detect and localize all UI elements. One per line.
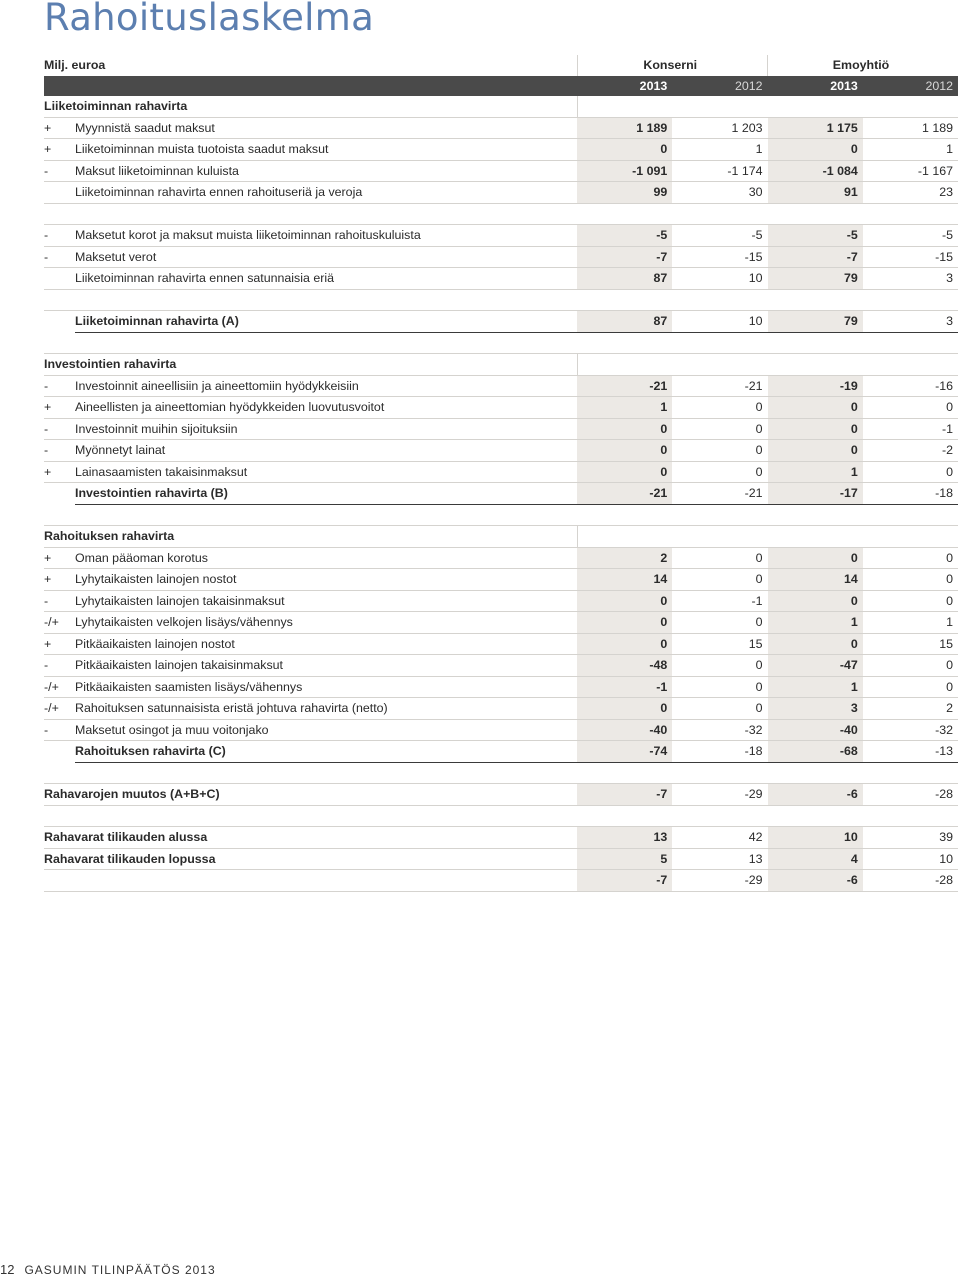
spacer-cell	[44, 289, 75, 311]
line-item-row	[44, 633, 958, 655]
line-item-row	[44, 225, 958, 247]
line-item-row	[44, 182, 958, 204]
value-cell: 1	[863, 139, 958, 161]
value-cell: 14	[577, 569, 672, 591]
row-label: Pitkäaikaisten saamisten lisäys/vähennys	[75, 676, 577, 698]
spacer-cell	[863, 762, 958, 784]
empty-cell	[863, 354, 958, 376]
spacer-cell	[44, 504, 75, 526]
value-cell: 13	[577, 827, 672, 849]
subtotal-row	[44, 741, 958, 763]
sign-cell: +	[44, 397, 75, 419]
sign-cell: -	[44, 418, 75, 440]
sign-cell: -/+	[44, 698, 75, 720]
header-years-row	[44, 76, 958, 97]
spacer-cell	[75, 289, 577, 311]
value-cell: 0	[672, 440, 767, 462]
value-cell: -15	[672, 246, 767, 268]
row-label: Investointien rahavirta (B)	[75, 483, 577, 505]
value-cell: 1 189	[863, 117, 958, 139]
spacer-cell	[768, 203, 863, 225]
spacer-cell	[75, 332, 577, 354]
summary-row	[44, 827, 958, 849]
year-konserni-2013: 2013	[577, 76, 672, 97]
section-title: Investointien rahavirta	[44, 354, 577, 376]
value-cell: 87	[577, 268, 672, 290]
value-cell: -40	[768, 719, 863, 741]
sign-cell: +	[44, 547, 75, 569]
spacer-cell	[863, 289, 958, 311]
spacer-cell	[75, 805, 577, 827]
cash-flow-table	[44, 55, 958, 892]
sign-cell: -	[44, 590, 75, 612]
value-cell: 10	[672, 311, 767, 333]
value-cell: -19	[768, 375, 863, 397]
sign-cell: -	[44, 246, 75, 268]
value-cell: 0	[577, 440, 672, 462]
value-cell: -29	[672, 870, 767, 892]
line-item-row	[44, 870, 958, 892]
value-cell: -21	[577, 375, 672, 397]
value-cell: -7	[768, 246, 863, 268]
spacer-cell	[44, 332, 75, 354]
spacer-row	[44, 332, 958, 354]
value-cell: 1	[672, 139, 767, 161]
sign-cell: -	[44, 440, 75, 462]
sign-cell: +	[44, 117, 75, 139]
value-cell: -1 174	[672, 160, 767, 182]
spacer-cell	[577, 762, 672, 784]
row-label: Lyhytaikaisten velkojen lisäys/vähennys	[75, 612, 577, 634]
empty-cell	[863, 96, 958, 117]
sign-cell	[44, 268, 75, 290]
value-cell: 0	[672, 612, 767, 634]
row-label: Lainasaamisten takaisinmaksut	[75, 461, 577, 483]
line-item-row	[44, 160, 958, 182]
cash-flow-statement	[44, 55, 958, 892]
row-label: Rahoituksen satunnaisista eristä johtuva rahavirta (netto)	[75, 698, 577, 720]
row-label: Rahoituksen rahavirta (C)	[75, 741, 577, 763]
sign-cell: -/+	[44, 676, 75, 698]
value-cell: -1 084	[768, 160, 863, 182]
spacer-cell	[672, 504, 767, 526]
unit-label: Milj. euroa	[44, 58, 106, 72]
value-cell: 91	[768, 182, 863, 204]
value-cell: -32	[672, 719, 767, 741]
value-cell: 1	[768, 676, 863, 698]
publication-title: GASUMIN TILINPÄÄTÖS 2013	[24, 1263, 216, 1277]
empty-cell	[672, 96, 767, 117]
value-cell: -16	[863, 375, 958, 397]
row-label: Maksetut korot ja maksut muista liiketoiminnan rahoituskuluista	[75, 225, 577, 247]
line-item-row	[44, 569, 958, 591]
value-cell: -32	[863, 719, 958, 741]
row-label: Myönnetyt lainat	[75, 440, 577, 462]
value-cell: 0	[672, 461, 767, 483]
spacer-cell	[577, 203, 672, 225]
spacer-cell	[672, 203, 767, 225]
value-cell: -18	[863, 483, 958, 505]
line-item-row	[44, 139, 958, 161]
value-cell: -74	[577, 741, 672, 763]
value-cell: 0	[863, 397, 958, 419]
sign-cell	[44, 483, 75, 505]
spacer-row	[44, 762, 958, 784]
value-cell: 0	[768, 633, 863, 655]
value-cell: 0	[863, 655, 958, 677]
spacer-cell	[863, 332, 958, 354]
value-cell: -7	[577, 870, 672, 892]
value-cell: 4	[768, 848, 863, 870]
subtotal-row	[44, 311, 958, 333]
value-cell: -7	[577, 784, 672, 806]
value-cell: 0	[672, 676, 767, 698]
group-emoyhtio: Emoyhtiö	[768, 55, 959, 76]
value-cell: 0	[577, 612, 672, 634]
line-item-row	[44, 440, 958, 462]
value-cell: -21	[577, 483, 672, 505]
value-cell: 0	[577, 418, 672, 440]
value-cell: 0	[863, 590, 958, 612]
empty-cell	[577, 526, 672, 548]
spacer-cell	[768, 332, 863, 354]
value-cell: 0	[672, 655, 767, 677]
spacer-cell	[577, 289, 672, 311]
value-cell: 2	[863, 698, 958, 720]
value-cell: 1	[863, 612, 958, 634]
value-cell: 0	[768, 139, 863, 161]
value-cell: -5	[577, 225, 672, 247]
row-label: Rahavarojen muutos (A+B+C)	[44, 784, 577, 806]
row-label: Pitkäaikaisten lainojen nostot	[75, 633, 577, 655]
row-label: Liiketoiminnan rahavirta ennen satunnaisia eriä	[75, 268, 577, 290]
sign-cell: +	[44, 461, 75, 483]
row-label: Investoinnit aineellisiin ja aineettomiin hyödykkeisiin	[75, 375, 577, 397]
page-number: 12	[0, 1262, 15, 1277]
section-header-row	[44, 96, 958, 117]
row-label: Lyhytaikaisten lainojen takaisinmaksut	[75, 590, 577, 612]
empty-cell	[577, 354, 672, 376]
value-cell: 10	[863, 848, 958, 870]
summary-row	[44, 848, 958, 870]
row-label: Rahavarat tilikauden lopussa	[44, 848, 577, 870]
sign-cell: -	[44, 160, 75, 182]
row-label: Myynnistä saadut maksut	[75, 117, 577, 139]
spacer-cell	[44, 805, 75, 827]
sign-cell: +	[44, 139, 75, 161]
value-cell: -18	[672, 741, 767, 763]
spacer-cell	[577, 504, 672, 526]
empty-cell	[768, 354, 863, 376]
value-cell: -68	[768, 741, 863, 763]
row-label: Maksut liiketoiminnan kuluista	[75, 160, 577, 182]
value-cell: -1	[863, 418, 958, 440]
empty-cell	[863, 526, 958, 548]
row-label: Liiketoiminnan rahavirta ennen rahoituseriä ja veroja	[75, 182, 577, 204]
line-item-row	[44, 719, 958, 741]
years-row-spacer	[44, 76, 577, 97]
sign-cell	[44, 870, 75, 892]
value-cell: -28	[863, 870, 958, 892]
value-cell: 1 189	[577, 117, 672, 139]
year-konserni-2012: 2012	[672, 76, 767, 97]
value-cell: 0	[768, 418, 863, 440]
spacer-row	[44, 805, 958, 827]
value-cell: 1 203	[672, 117, 767, 139]
value-cell: 15	[863, 633, 958, 655]
value-cell: -40	[577, 719, 672, 741]
value-cell: 0	[672, 397, 767, 419]
spacer-cell	[577, 332, 672, 354]
section-title: Rahoituksen rahavirta	[44, 526, 577, 548]
spacer-cell	[672, 332, 767, 354]
value-cell: 1 175	[768, 117, 863, 139]
value-cell: 0	[863, 569, 958, 591]
value-cell: -21	[672, 375, 767, 397]
spacer-row	[44, 289, 958, 311]
value-cell: -2	[863, 440, 958, 462]
row-label: Investoinnit muihin sijoituksiin	[75, 418, 577, 440]
sign-cell: -	[44, 719, 75, 741]
value-cell: 13	[672, 848, 767, 870]
value-cell: -1 091	[577, 160, 672, 182]
spacer-cell	[75, 762, 577, 784]
value-cell: -29	[672, 784, 767, 806]
row-label: Aineellisten ja aineettomian hyödykkeiden luovutusvoitot	[75, 397, 577, 419]
value-cell: 0	[577, 461, 672, 483]
page-title: Rahoituslaskelma	[44, 0, 375, 39]
value-cell: -5	[768, 225, 863, 247]
value-cell: 0	[672, 418, 767, 440]
sign-cell: -	[44, 225, 75, 247]
value-cell: -1	[577, 676, 672, 698]
line-item-row	[44, 698, 958, 720]
line-item-row	[44, 655, 958, 677]
value-cell: -21	[672, 483, 767, 505]
value-cell: 0	[672, 547, 767, 569]
row-label: Oman pääoman korotus	[75, 547, 577, 569]
row-label: Maksetut osingot ja muu voitonjako	[75, 719, 577, 741]
value-cell: 99	[577, 182, 672, 204]
spacer-cell	[863, 203, 958, 225]
value-cell: -13	[863, 741, 958, 763]
spacer-cell	[577, 805, 672, 827]
sign-cell: -	[44, 655, 75, 677]
spacer-cell	[672, 805, 767, 827]
line-item-row	[44, 590, 958, 612]
section-header-row	[44, 354, 958, 376]
value-cell: -28	[863, 784, 958, 806]
spacer-cell	[75, 203, 577, 225]
row-label: Pitkäaikaisten lainojen takaisinmaksut	[75, 655, 577, 677]
value-cell: 5	[577, 848, 672, 870]
value-cell: 0	[768, 440, 863, 462]
spacer-row	[44, 504, 958, 526]
year-emoyhtio-2013: 2013	[768, 76, 863, 97]
row-label: Liiketoiminnan rahavirta (A)	[75, 311, 577, 333]
spacer-cell	[768, 504, 863, 526]
subtotal-row	[44, 483, 958, 505]
value-cell: 0	[577, 139, 672, 161]
section-header-row	[44, 526, 958, 548]
line-item-row	[44, 547, 958, 569]
summary-row	[44, 784, 958, 806]
empty-cell	[768, 96, 863, 117]
value-cell: 79	[768, 268, 863, 290]
spacer-cell	[672, 762, 767, 784]
year-emoyhtio-2012: 2012	[863, 76, 958, 97]
value-cell: 0	[768, 397, 863, 419]
row-label: Liiketoiminnan muista tuotoista saadut maksut	[75, 139, 577, 161]
value-cell: 0	[768, 590, 863, 612]
value-cell: 3	[768, 698, 863, 720]
spacer-row	[44, 203, 958, 225]
spacer-cell	[768, 805, 863, 827]
value-cell: -6	[768, 870, 863, 892]
line-item-row	[44, 418, 958, 440]
line-item-row	[44, 676, 958, 698]
value-cell: -1 167	[863, 160, 958, 182]
value-cell: -17	[768, 483, 863, 505]
spacer-cell	[75, 504, 577, 526]
value-cell: -15	[863, 246, 958, 268]
empty-cell	[672, 526, 767, 548]
value-cell: 1	[768, 612, 863, 634]
empty-cell	[768, 526, 863, 548]
value-cell: 1	[577, 397, 672, 419]
spacer-cell	[768, 762, 863, 784]
empty-cell	[577, 96, 672, 117]
spacer-cell	[44, 762, 75, 784]
sign-cell: -	[44, 375, 75, 397]
value-cell: 10	[768, 827, 863, 849]
sign-cell: -/+	[44, 612, 75, 634]
value-cell: -5	[863, 225, 958, 247]
value-cell: 23	[863, 182, 958, 204]
sign-cell: +	[44, 569, 75, 591]
value-cell: 79	[768, 311, 863, 333]
value-cell: 1	[768, 461, 863, 483]
sign-cell: +	[44, 633, 75, 655]
header-group-row	[44, 55, 958, 76]
value-cell: -47	[768, 655, 863, 677]
value-cell: 0	[577, 698, 672, 720]
value-cell: 87	[577, 311, 672, 333]
spacer-cell	[44, 203, 75, 225]
value-cell: -7	[577, 246, 672, 268]
sign-cell	[44, 182, 75, 204]
value-cell: -6	[768, 784, 863, 806]
value-cell: -1	[672, 590, 767, 612]
value-cell: 0	[768, 547, 863, 569]
spacer-cell	[768, 289, 863, 311]
value-cell: 0	[672, 569, 767, 591]
line-item-row	[44, 268, 958, 290]
spacer-cell	[863, 805, 958, 827]
value-cell: 14	[768, 569, 863, 591]
spacer-cell	[672, 289, 767, 311]
value-cell: 10	[672, 268, 767, 290]
empty-cell	[672, 354, 767, 376]
row-label: Maksetut verot	[75, 246, 577, 268]
sign-cell	[44, 741, 75, 763]
value-cell: 15	[672, 633, 767, 655]
line-item-row	[44, 612, 958, 634]
value-cell: 39	[863, 827, 958, 849]
value-cell: 0	[577, 590, 672, 612]
value-cell: 0	[672, 698, 767, 720]
line-item-row	[44, 461, 958, 483]
row-label: Lyhytaikaisten lainojen nostot	[75, 569, 577, 591]
value-cell: 0	[577, 633, 672, 655]
value-cell: 3	[863, 311, 958, 333]
line-item-row	[44, 375, 958, 397]
line-item-row	[44, 117, 958, 139]
line-item-row	[44, 246, 958, 268]
value-cell: 2	[577, 547, 672, 569]
spacer-cell	[863, 504, 958, 526]
value-cell: -5	[672, 225, 767, 247]
value-cell: 42	[672, 827, 767, 849]
value-cell: 3	[863, 268, 958, 290]
value-cell: 0	[863, 547, 958, 569]
group-konserni: Konserni	[577, 55, 768, 76]
value-cell: 0	[863, 461, 958, 483]
row-label	[75, 870, 577, 892]
sign-cell	[44, 311, 75, 333]
row-label: Rahavarat tilikauden alussa	[44, 827, 577, 849]
section-title: Liiketoiminnan rahavirta	[44, 96, 577, 117]
line-item-row	[44, 397, 958, 419]
value-cell: 30	[672, 182, 767, 204]
value-cell: -48	[577, 655, 672, 677]
page-footer	[0, 1262, 216, 1277]
value-cell: 0	[863, 676, 958, 698]
